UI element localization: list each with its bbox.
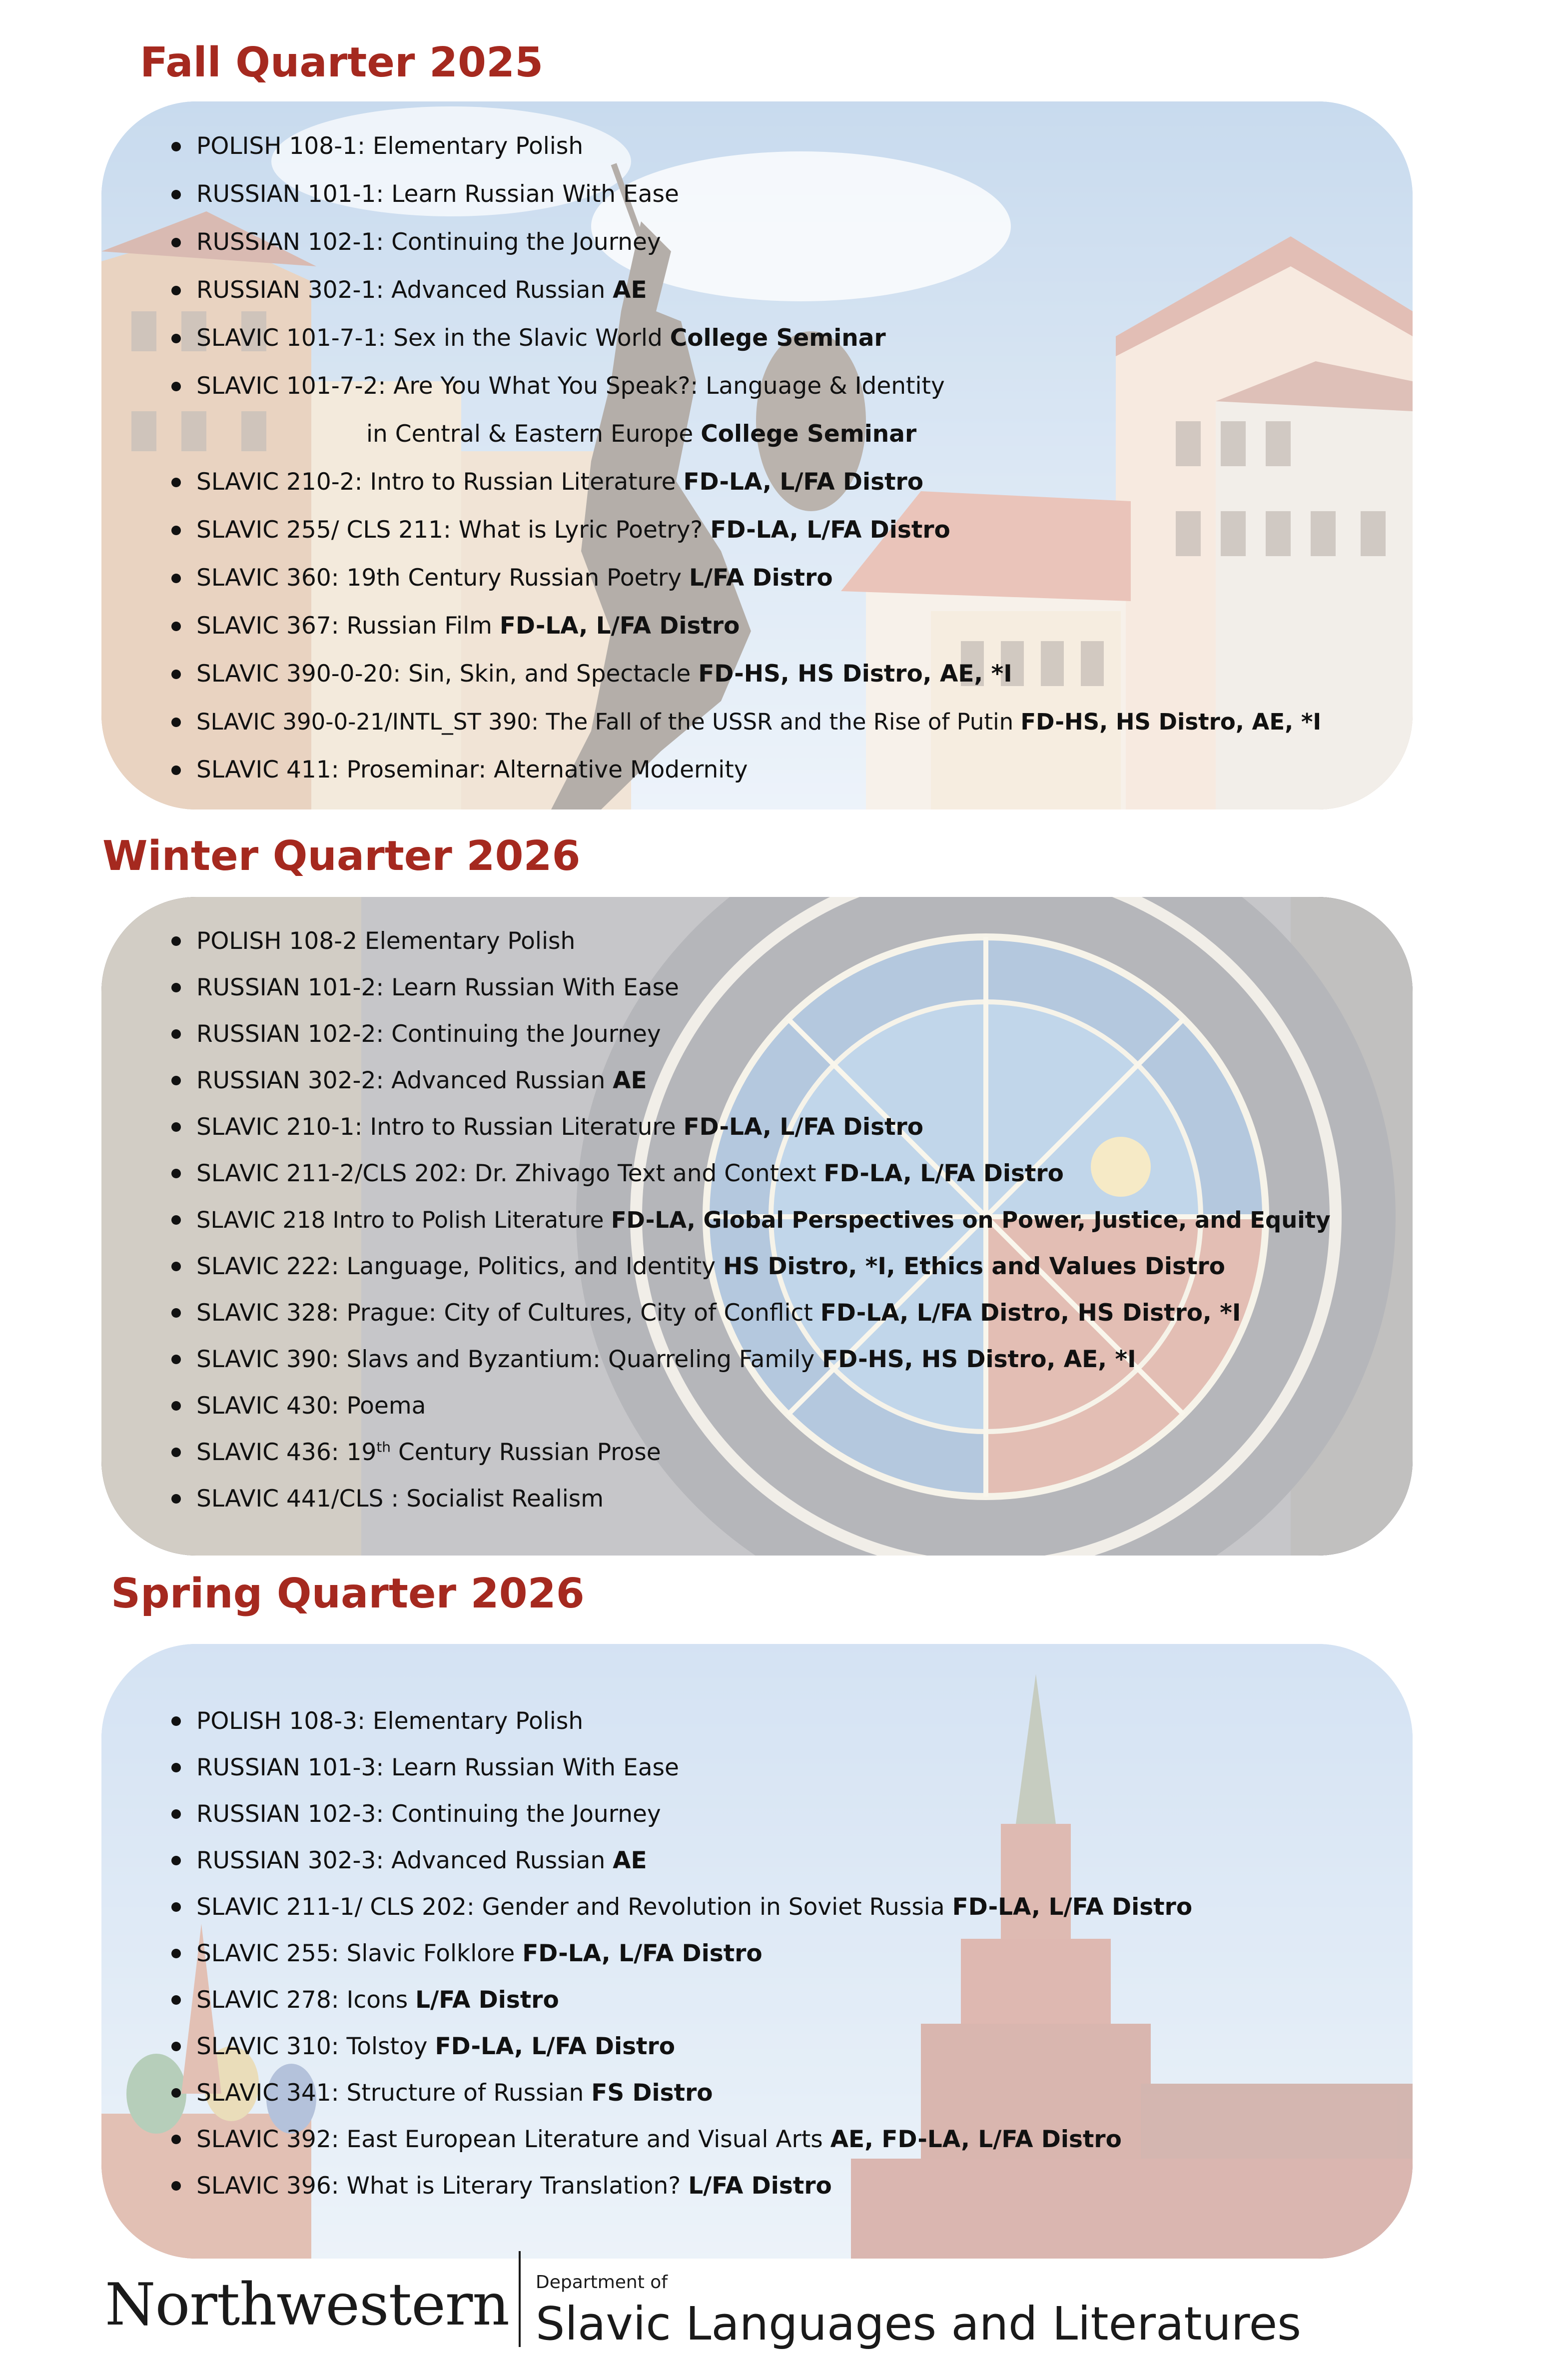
list-item: SLAVIC 360: 19th Century Russian Poetry L/FA Distro	[196, 554, 1413, 602]
list-item: SLAVIC 218 Intro to Polish Literature FD-LA, Global Perspectives on Power, Justice, and Equity	[196, 1197, 1413, 1243]
course-tag: College Seminar	[701, 420, 917, 448]
winter-heading: Winter Quarter 2026	[102, 832, 581, 880]
course-tag: HS Distro, *I, Ethics and Values Distro	[723, 1253, 1225, 1280]
course-tag: FS Distro	[591, 2079, 713, 2107]
fall-heading: Fall Quarter 2025	[140, 39, 544, 86]
ordinal-suffix: th	[376, 1439, 391, 1456]
list-item: RUSSIAN 302-2: Advanced Russian AE	[196, 1057, 1413, 1104]
list-item: RUSSIAN 102-2: Continuing the Journey	[196, 1011, 1413, 1057]
list-item: SLAVIC 390-0-20: Sin, Skin, and Spectacle FD-HS, HS Distro, AE, *I	[196, 650, 1413, 698]
list-item: SLAVIC 436: 19th Century Russian Prose	[196, 1429, 1413, 1476]
list-item: SLAVIC 255: Slavic Folklore FD-LA, L/FA Distro	[196, 1930, 1413, 1977]
list-item: RUSSIAN 302-1: Advanced Russian AE	[196, 266, 1413, 314]
list-item: SLAVIC 430: Poema	[196, 1383, 1413, 1429]
course-tag: AE	[613, 276, 647, 304]
list-item: POLISH 108-2 Elementary Polish	[196, 918, 1413, 964]
course-tag: College Seminar	[670, 324, 886, 352]
course-tag: L/FA Distro	[688, 2172, 832, 2200]
course-tag: FD-LA, L/FA Distro	[683, 468, 924, 496]
department-name: Slavic Languages and Literatures	[536, 2297, 1302, 2351]
spring-heading: Spring Quarter 2026	[111, 1570, 585, 1617]
list-item: SLAVIC 390-0-21/INTL_ST 390: The Fall of the USSR and the Rise of Putin FD-HS, HS Distro, AE, *I	[196, 698, 1413, 746]
list-item-continuation: in Central & Eastern Europe College Seminar	[366, 420, 917, 448]
fall-course-list	[101, 122, 1413, 794]
list-item: POLISH 108-1: Elementary Polish	[196, 122, 1413, 170]
northwestern-wordmark: Northwestern	[105, 2271, 510, 2339]
course-tag: AE, FD-LA, L/FA Distro	[830, 2126, 1122, 2153]
course-tag: FD-LA, L/FA Distro, HS Distro, *I	[820, 1299, 1241, 1327]
course-tag: L/FA Distro	[689, 564, 833, 592]
list-item: SLAVIC 310: Tolstoy FD-LA, L/FA Distro	[196, 2023, 1413, 2070]
list-item: SLAVIC 210-1: Intro to Russian Literature FD-LA, L/FA Distro	[196, 1104, 1413, 1150]
list-item: SLAVIC 396: What is Literary Translation? L/FA Distro	[196, 2163, 1413, 2209]
list-item: SLAVIC 211-2/CLS 202: Dr. Zhivago Text and Context FD-LA, L/FA Distro	[196, 1150, 1413, 1197]
list-item: POLISH 108-3: Elementary Polish	[196, 1698, 1413, 1744]
course-tag: FD-LA, L/FA Distro	[499, 612, 740, 640]
list-item: SLAVIC 392: East European Literature and Visual Arts AE, FD-LA, L/FA Distro	[196, 2116, 1413, 2163]
course-tag: FD-LA, L/FA Distro	[952, 1893, 1193, 1921]
winter-course-card	[101, 897, 1413, 1556]
footer-logo	[105, 2251, 1454, 2351]
list-item: RUSSIAN 102-1: Continuing the Journey	[196, 218, 1413, 266]
course-tag: FD-HS, HS Distro, AE, *I	[822, 1346, 1136, 1373]
list-item: SLAVIC 255/ CLS 211: What is Lyric Poetry? FD-LA, L/FA Distro	[196, 506, 1413, 554]
course-tag: FD-LA, Global Perspectives on Power, Justice, and Equity	[611, 1207, 1331, 1233]
list-item: SLAVIC 367: Russian Film FD-LA, L/FA Distro	[196, 602, 1413, 650]
fall-course-card	[101, 101, 1413, 809]
course-tag: FD-LA, L/FA Distro	[710, 516, 950, 544]
list-item: RUSSIAN 101-1: Learn Russian With Ease	[196, 170, 1413, 218]
course-tag: FD-LA, L/FA Distro	[522, 1940, 763, 1967]
list-item: SLAVIC 411: Proseminar: Alternative Modernity	[196, 746, 1413, 794]
list-item: SLAVIC 278: Icons L/FA Distro	[196, 1977, 1413, 2023]
course-tag: AE	[613, 1847, 647, 1874]
logo-divider	[519, 2251, 521, 2347]
course-tag: AE	[613, 1067, 647, 1094]
course-tag: FD-HS, HS Distro, AE, *I	[1020, 709, 1322, 735]
list-item: SLAVIC 101-7-1: Sex in the Slavic World College Seminar	[196, 314, 1413, 362]
list-item: SLAVIC 341: Structure of Russian FS Distro	[196, 2070, 1413, 2116]
list-item: SLAVIC 390: Slavs and Byzantium: Quarreling Family FD-HS, HS Distro, AE, *I	[196, 1336, 1413, 1383]
list-item: SLAVIC 210-2: Intro to Russian Literature FD-LA, L/FA Distro	[196, 458, 1413, 506]
course-tag: FD-LA, L/FA Distro	[683, 1113, 924, 1141]
list-item: SLAVIC 222: Language, Politics, and Identity HS Distro, *I, Ethics and Values Distro	[196, 1243, 1413, 1290]
course-tag: FD-LA, L/FA Distro	[435, 2033, 675, 2060]
list-item: RUSSIAN 102-3: Continuing the Journey	[196, 1791, 1413, 1837]
list-item: SLAVIC 441/CLS : Socialist Realism	[196, 1476, 1413, 1522]
course-tag: FD-LA, L/FA Distro	[823, 1160, 1064, 1187]
department-of-label: Department of	[536, 2272, 668, 2293]
winter-course-list	[101, 918, 1413, 1522]
list-item: RUSSIAN 302-3: Advanced Russian AE	[196, 1837, 1413, 1884]
spring-course-card	[101, 1644, 1413, 2259]
list-item: RUSSIAN 101-3: Learn Russian With Ease	[196, 1744, 1413, 1791]
course-tag: L/FA Distro	[415, 1986, 559, 2014]
spring-course-list	[101, 1698, 1413, 2209]
list-item: SLAVIC 211-1/ CLS 202: Gender and Revolution in Soviet Russia FD-LA, L/FA Distro	[196, 1884, 1413, 1930]
course-tag: FD-HS, HS Distro, AE, *I	[698, 660, 1012, 688]
list-item: RUSSIAN 101-2: Learn Russian With Ease	[196, 964, 1413, 1011]
list-item: SLAVIC 328: Prague: City of Cultures, City of Conflict FD-LA, L/FA Distro, HS Distro, *I	[196, 1290, 1413, 1336]
list-item: SLAVIC 101-7-2: Are You What You Speak?: Language & Identity	[196, 362, 1413, 410]
